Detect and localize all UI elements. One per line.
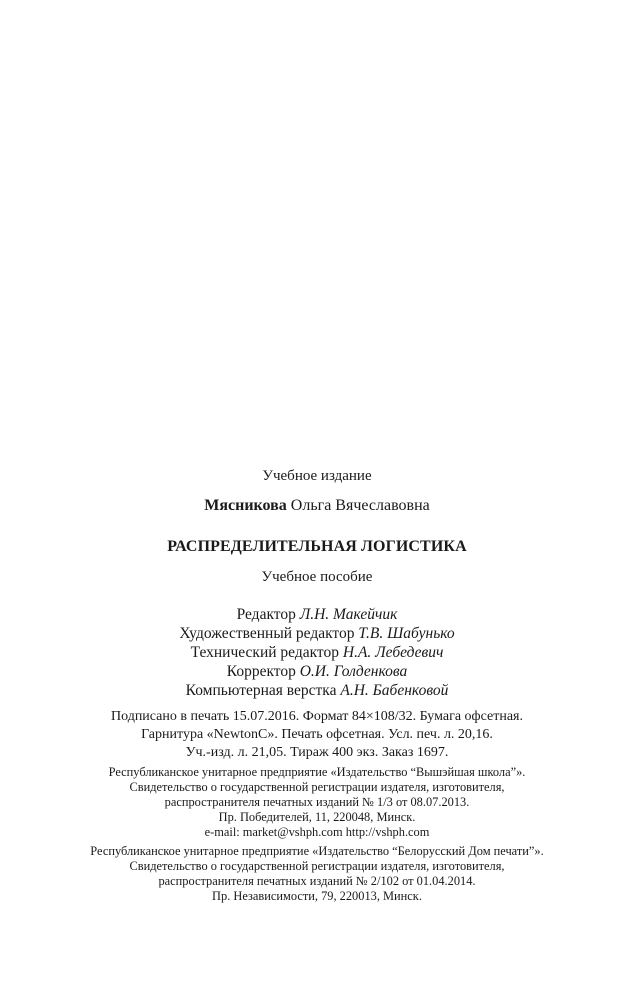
print-details-line: Подписано в печать 15.07.2016. Формат 84×108/32. Бумага офсетная. (110, 709, 523, 724)
author-given-names: Ольга Вячеславовна (290, 497, 430, 514)
publisher-line: Республиканское унитарное предприятие «Издательство “Вышэйшая школа”». (108, 765, 526, 779)
printer-address: Пр. Независимости, 79, 220013, Минск. (212, 889, 422, 903)
book-subtitle: Учебное пособие (261, 569, 373, 585)
credit-editor (0, 606, 634, 624)
print-details-line: Гарнитура «NewtonC». Печать офсетная. Усл. печ. л. 20,16. (141, 727, 493, 742)
credit-role: Технический редактор (190, 644, 339, 661)
print-details-line: Уч.-изд. л. 21,05. Тираж 400 экз. Заказ 1697. (185, 745, 449, 760)
publisher-contacts: e-mail: market@vshph.com http://vshph.com (204, 825, 430, 839)
credit-role: Компьютерная верстка (185, 682, 337, 699)
publisher-address: Пр. Победителей, 11, 220048, Минск. (218, 810, 416, 824)
printer-line: распространителя печатных изданий № 2/102 от 01.04.2014. (158, 874, 476, 888)
publisher-line: Свидетельство о государственной регистрации издателя, изготовителя, (129, 780, 505, 794)
credit-proofreader (0, 663, 634, 681)
credit-role: Редактор (236, 606, 296, 623)
printer-line: Республиканское унитарное предприятие «Издательство “Белорусский Дом печати”». (90, 844, 544, 858)
credit-tech-editor (0, 644, 634, 662)
credit-layout (0, 682, 634, 700)
author-line (0, 497, 634, 515)
credit-role: Корректор (226, 663, 296, 680)
credit-name: Н.А. Лебедевич (342, 644, 444, 661)
credit-name: Т.В. Шабунько (358, 625, 455, 642)
credit-art-editor (0, 625, 634, 643)
printer-line: Свидетельство о государственной регистрации издателя, изготовителя, (129, 859, 505, 873)
credit-role: Художественный редактор (179, 625, 355, 642)
book-title: РАСПРЕДЕЛИТЕЛЬНАЯ ЛОГИСТИКА (167, 538, 467, 555)
author-surname: Мясникова (204, 497, 287, 514)
publisher-line: распространителя печатных изданий № 1/3 от 08.07.2013. (164, 795, 470, 809)
credit-name: Л.Н. Макейчик (299, 606, 398, 623)
edition-type: Учебное издание (262, 468, 372, 484)
credit-name: О.И. Голденкова (299, 663, 408, 680)
credit-name: А.Н. Бабенковой (340, 682, 449, 699)
